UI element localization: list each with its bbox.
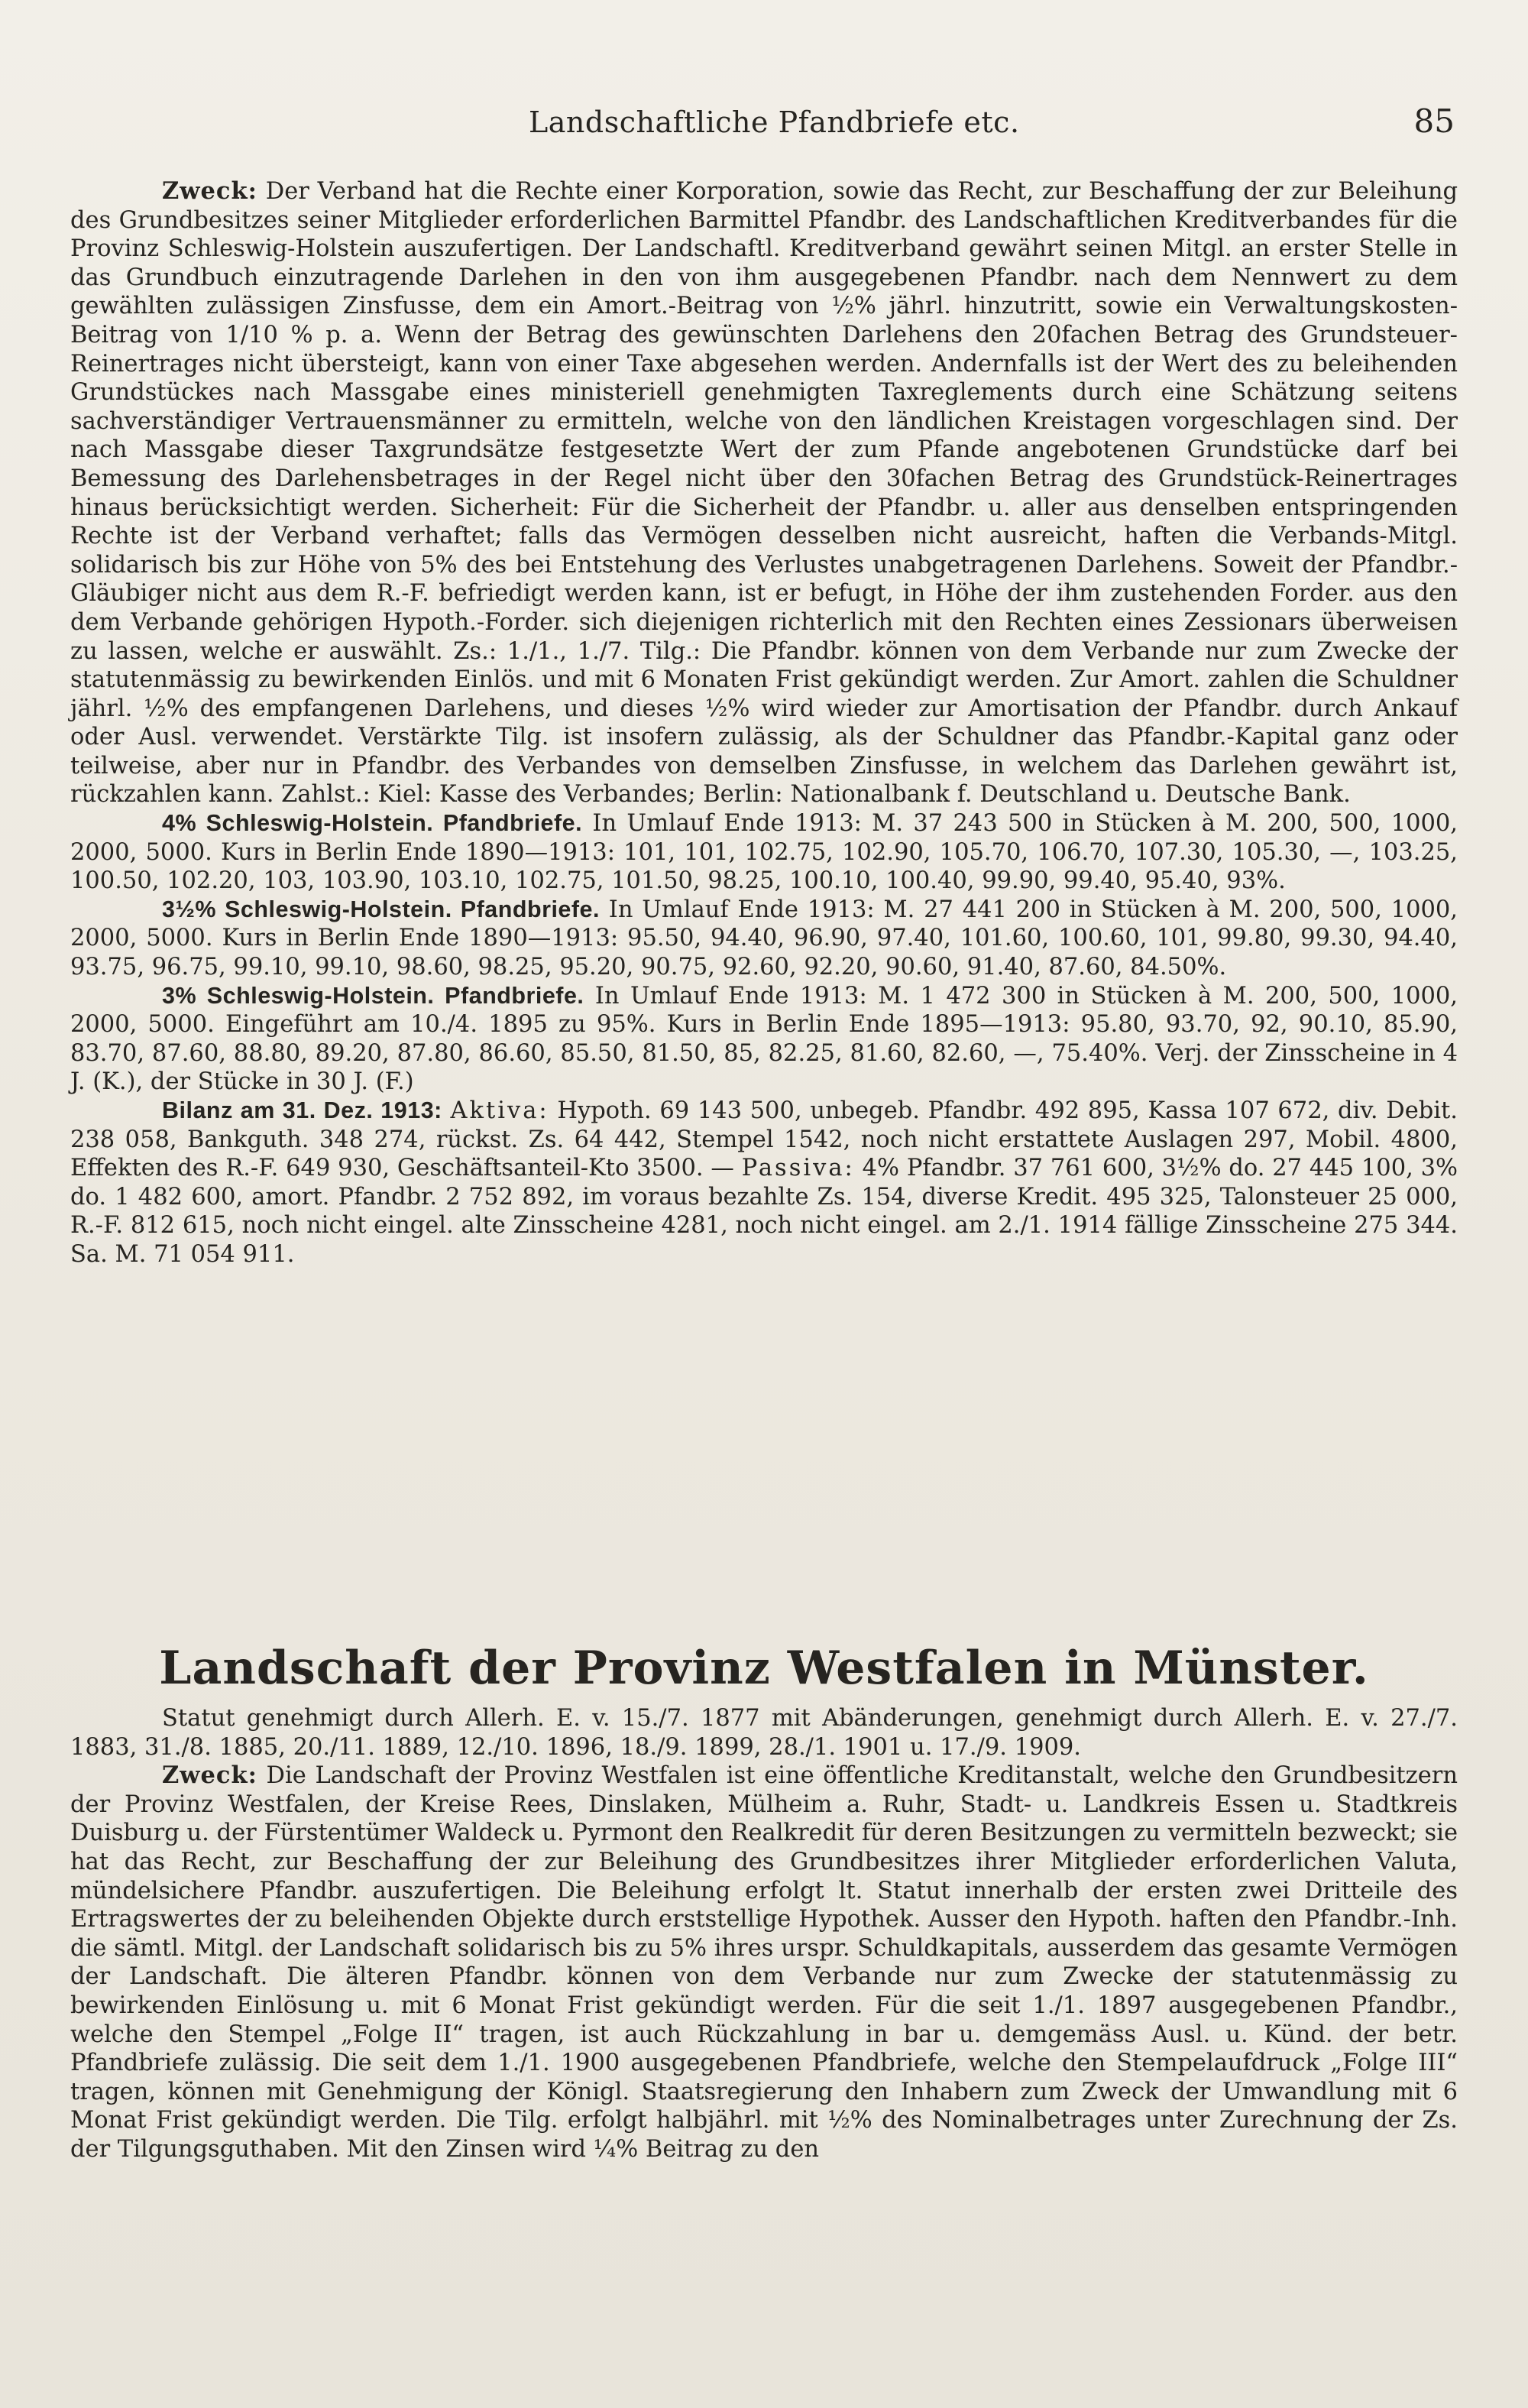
- issue-3pct-title: 3% Schleswig-Holstein. Pfandbriefe.: [162, 982, 584, 1009]
- running-head: Landschaftliche Pfandbriefe etc.: [529, 105, 1020, 139]
- bilanz-paragraph: [70, 1097, 1458, 1269]
- section-title-westfalen: Landschaft der Provinz Westfalen in Münster.: [159, 1642, 1369, 1695]
- issue-4pct-text: In Umlauf Ende 1913: M. 37 243 500 in Stücken à M. 200, 500, 1000, 2000, 5000. Kurs in Berlin Ende 1890—1913: 101, 101, 102.75, 102.90, 105.70, 106.70, 107.30, 105.30, —, 103.25, 100.50, 102.20, 103, 103.90, 103.10, 102.75, 101.50, 98.25, 100.10, 100.40, 99.90, 99.40, 95.40, 93%.: [70, 810, 1458, 895]
- issue-3pct-text: In Umlauf Ende 1913: M. 1 472 300 in Stücken à M. 200, 500, 1000, 2000, 5000. Eingeführt am 10./4. 1895 zu 95%. Kurs in Berlin Ende 1895—1913: 95.80, 93.70, 92, 90.10, 85.90, 83.70, 87.60, 88.80, 89.20, 87.80, 86.60, 85.50, 81.50, 85, 82.25, 81.60, 82.60, —, 75.40%. Verj. der Zinsscheine in 4 J. (K.), der Stücke in 30 J. (F.): [70, 982, 1458, 1096]
- westfalen-zweck-text: Die Landschaft der Provinz Westfalen ist eine öffentliche Kreditanstalt, welche den Grundbesitzern der Provinz Westfalen, der Kreise Rees, Dinslaken, Mülheim a. Ruhr, Stadt- u. Landkreis Essen u. Stadtkreis Duisburg u. der Fürstentümer Waldeck u. Pyrmont den Realkredit für deren Besitzungen zu vermitteln bezweckt; sie hat das Recht, zur Beschaffung der zur Beleihung des Grundbesitzes ihrer Mitglieder erforderlichen Valuta, mündelsichere Pfandbr. auszufertigen. Die Beleihung erfolgt lt. Statut innerhalb der ersten zwei Dritteile des Ertragswertes der zu beleihenden Objekte durch erststellige Hypothek. Ausser den Hypoth. haften den Pfandbr.-Inh. die sämtl. Mitgl. der Landschaft solidarisch bis zu 5% ihres urspr. Schuldkapitals, ausserdem das gesamte Vermögen der Landschaft. Die älteren Pfandbr. können von dem Verbande nur zum Zwecke der statutenmässig zu bewirkenden Einlösung u. mit 6 Monat Frist gekündigt werden. Für die seit 1./1. 1897 ausgegebenen Pfandbr., welche den Stempel „Folge II“ tragen, ist auch Rückzahlung in bar u. demgemäss Ausl. u. Künd. der betr. Pfandbriefe zulässig. Die seit dem 1./1. 1900 ausgegebenen Pfandbriefe, welche den Stempelaufdruck „Folge III“ tragen, können mit Genehmigung der Königl. Staatsregierung den Inhabern zum Zweck der Umwandlung mit 6 Monat Frist gekündigt werden. Die Tilg. erfolgt halbjährl. mit ½% des Nominalbetrages unter Zurechnung der Zs. der Tilgungsguthaben. Mit den Zinsen wird ¼% Beitrag zu den: [70, 1762, 1458, 2163]
- zweck-label: Zweck:: [162, 177, 257, 205]
- page-number: 85: [1413, 102, 1455, 140]
- bilanz-passiva-text: 4% Pfandbr. 37 761 600, 3½% do. 27 445 100, 3% do. 1 482 600, amort. Pfandbr. 2 752 892, im voraus bezahlte Zs. 154, diverse Kredit. 495 325, Talonsteuer 25 000, R.-F. 812 615, noch nicht eingel. alte Zinsscheine 4281, noch nicht eingel. am 2./1. 1914 fällige Zinsscheine 275 344. Sa. M. 71 054 911.: [70, 1155, 1458, 1268]
- issue-3-5pct-paragraph: [70, 896, 1458, 982]
- westfalen-zweck-label: Zweck:: [162, 1761, 257, 1790]
- westfalen-section: [70, 1704, 1458, 2164]
- issue-3-5pct-title: 3½% Schleswig-Holstein. Pfandbriefe.: [162, 896, 600, 922]
- westfalen-zweck-paragraph: [70, 1761, 1458, 2163]
- issue-4pct-paragraph: [70, 809, 1458, 896]
- statut-paragraph: [70, 1704, 1458, 1761]
- bilanz-passiva-label: Passiva:: [741, 1155, 855, 1182]
- statut-text: Statut genehmigt durch Allerh. E. v. 15./7. 1877 mit Abänderungen, genehmigt durch Allerh. E. v. 27./7. 1883, 31./8. 1885, 20./11. 1889, 12./10. 1896, 18./9. 1899, 28./1. 1901 u. 17./9. 1909.: [70, 1705, 1458, 1761]
- bilanz-aktiva-text: Hypoth. 69 143 500, unbegeb. Pfandbr. 492 895, Kassa 107 672, div. Debit. 238 058, Bankguth. 348 274, rückst. Zs. 64 442, Stempel 1542, noch nicht erstattete Auslagen 297, Mobil. 4800, Effekten des R.-F. 649 930, Geschäftsanteil-Kto 3500. —: [70, 1097, 1458, 1182]
- issue-3pct-paragraph: [70, 982, 1458, 1097]
- issue-3-5pct-text: In Umlauf Ende 1913: M. 27 441 200 in Stücken à M. 200, 500, 1000, 2000, 5000. Kurs in Berlin Ende 1890—1913: 95.50, 94.40, 96.90, 97.40, 101.60, 100.60, 101, 99.80, 99.30, 94.40, 93.75, 96.75, 99.10, 99.10, 98.60, 98.25, 95.20, 90.75, 92.60, 92.20, 90.60, 91.40, 87.60, 84.50%.: [70, 896, 1458, 981]
- bilanz-title: Bilanz am 31. Dez. 1913:: [162, 1097, 442, 1123]
- zweck-paragraph: [70, 177, 1458, 809]
- bilanz-aktiva-label: Aktiva:: [450, 1097, 549, 1124]
- schleswig-holstein-section: [70, 177, 1458, 1269]
- zweck-text: Der Verband hat die Rechte einer Korporation, sowie das Recht, zur Beschaffung der zur Beleihung des Grundbesitzes seiner Mitglieder erforderlichen Barmittel Pfandbr. des Landschaftlichen Kreditverbandes für die Provinz Schleswig-Holstein auszufertigen. Der Landschaftl. Kreditverband gewährt seinen Mitgl. an erster Stelle in das Grundbuch einzutragende Darlehen in den von ihm ausgegebenen Pfandbr. nach dem Nennwert zu dem gewählten zulässigen Zinsfusse, dem ein Amort.-Beitrag von ½% jährl. hinzutritt, sowie ein Verwaltungskosten-Beitrag von 1/10 % p. a. Wenn der Betrag des gewünschten Darlehens den 20fachen Betrag des Grundsteuer-Reinertrages nicht übersteigt, kann von einer Taxe abgesehen werden. Andernfalls ist der Wert des zu beleihenden Grundstückes nach Massgabe eines ministeriell genehmigten Taxreglements durch eine Schätzung seitens sachverständiger Vertrauensmänner zu ermitteln, welche von den ländlichen Kreistagen vorgeschlagen sind. Der nach Massgabe dieser Taxgrundsätze festgesetzte Wert der zum Pfande angebotenen Grundstücke darf bei Bemessung des Darlehensbetrages in der Regel nicht über den 30fachen Betrag des Grundstück-Reinertrages hinaus berücksichtigt werden. Sicherheit: Für die Sicherheit der Pfandbr. u. aller aus denselben entspringenden Rechte ist der Verband verhaftet; falls das Vermögen desselben nicht ausreicht, haften die Verbands-Mitgl. solidarisch bis zur Höhe von 5% des bei Entstehung des Verlustes unabgetragenen Darlehens. Soweit der Pfandbr.-Gläubiger nicht aus dem R.-F. befriedigt werden kann, ist er befugt, in Höhe der ihm zustehenden Forder. aus den dem Verbande gehörigen Hypoth.-Forder. sich diejenigen richterlich mit den Rechten eines Zessionars überweisen zu lassen, welche er auswählt. Zs.: 1./1., 1./7. Tilg.: Die Pfandbr. können von dem Verbande nur zum Zwecke der statutenmässig zu bewirkenden Einlös. und mit 6 Monaten Frist gekündigt werden. Zur Amort. zahlen die Schuldner jährl. ½% des empfangenen Darlehens, und dieses ½% wird wieder zur Amortisation der Pfandbr. durch Ankauf oder Ausl. verwendet. Verstärkte Tilg. ist insofern zulässig, als der Schuldner das Pfandbr.-Kapital ganz oder teilweise, aber nur in Pfandbr. des Verbandes von demselben Zinsfusse, in welchem das Darlehen gewährt ist, rückzahlen kann. Zahlst.: Kiel: Kasse des Verbandes; Berlin: Nationalbank f. Deutschland u. Deutsche Bank.: [70, 178, 1458, 809]
- issue-4pct-title: 4% Schleswig-Holstein. Pfandbriefe.: [162, 810, 583, 837]
